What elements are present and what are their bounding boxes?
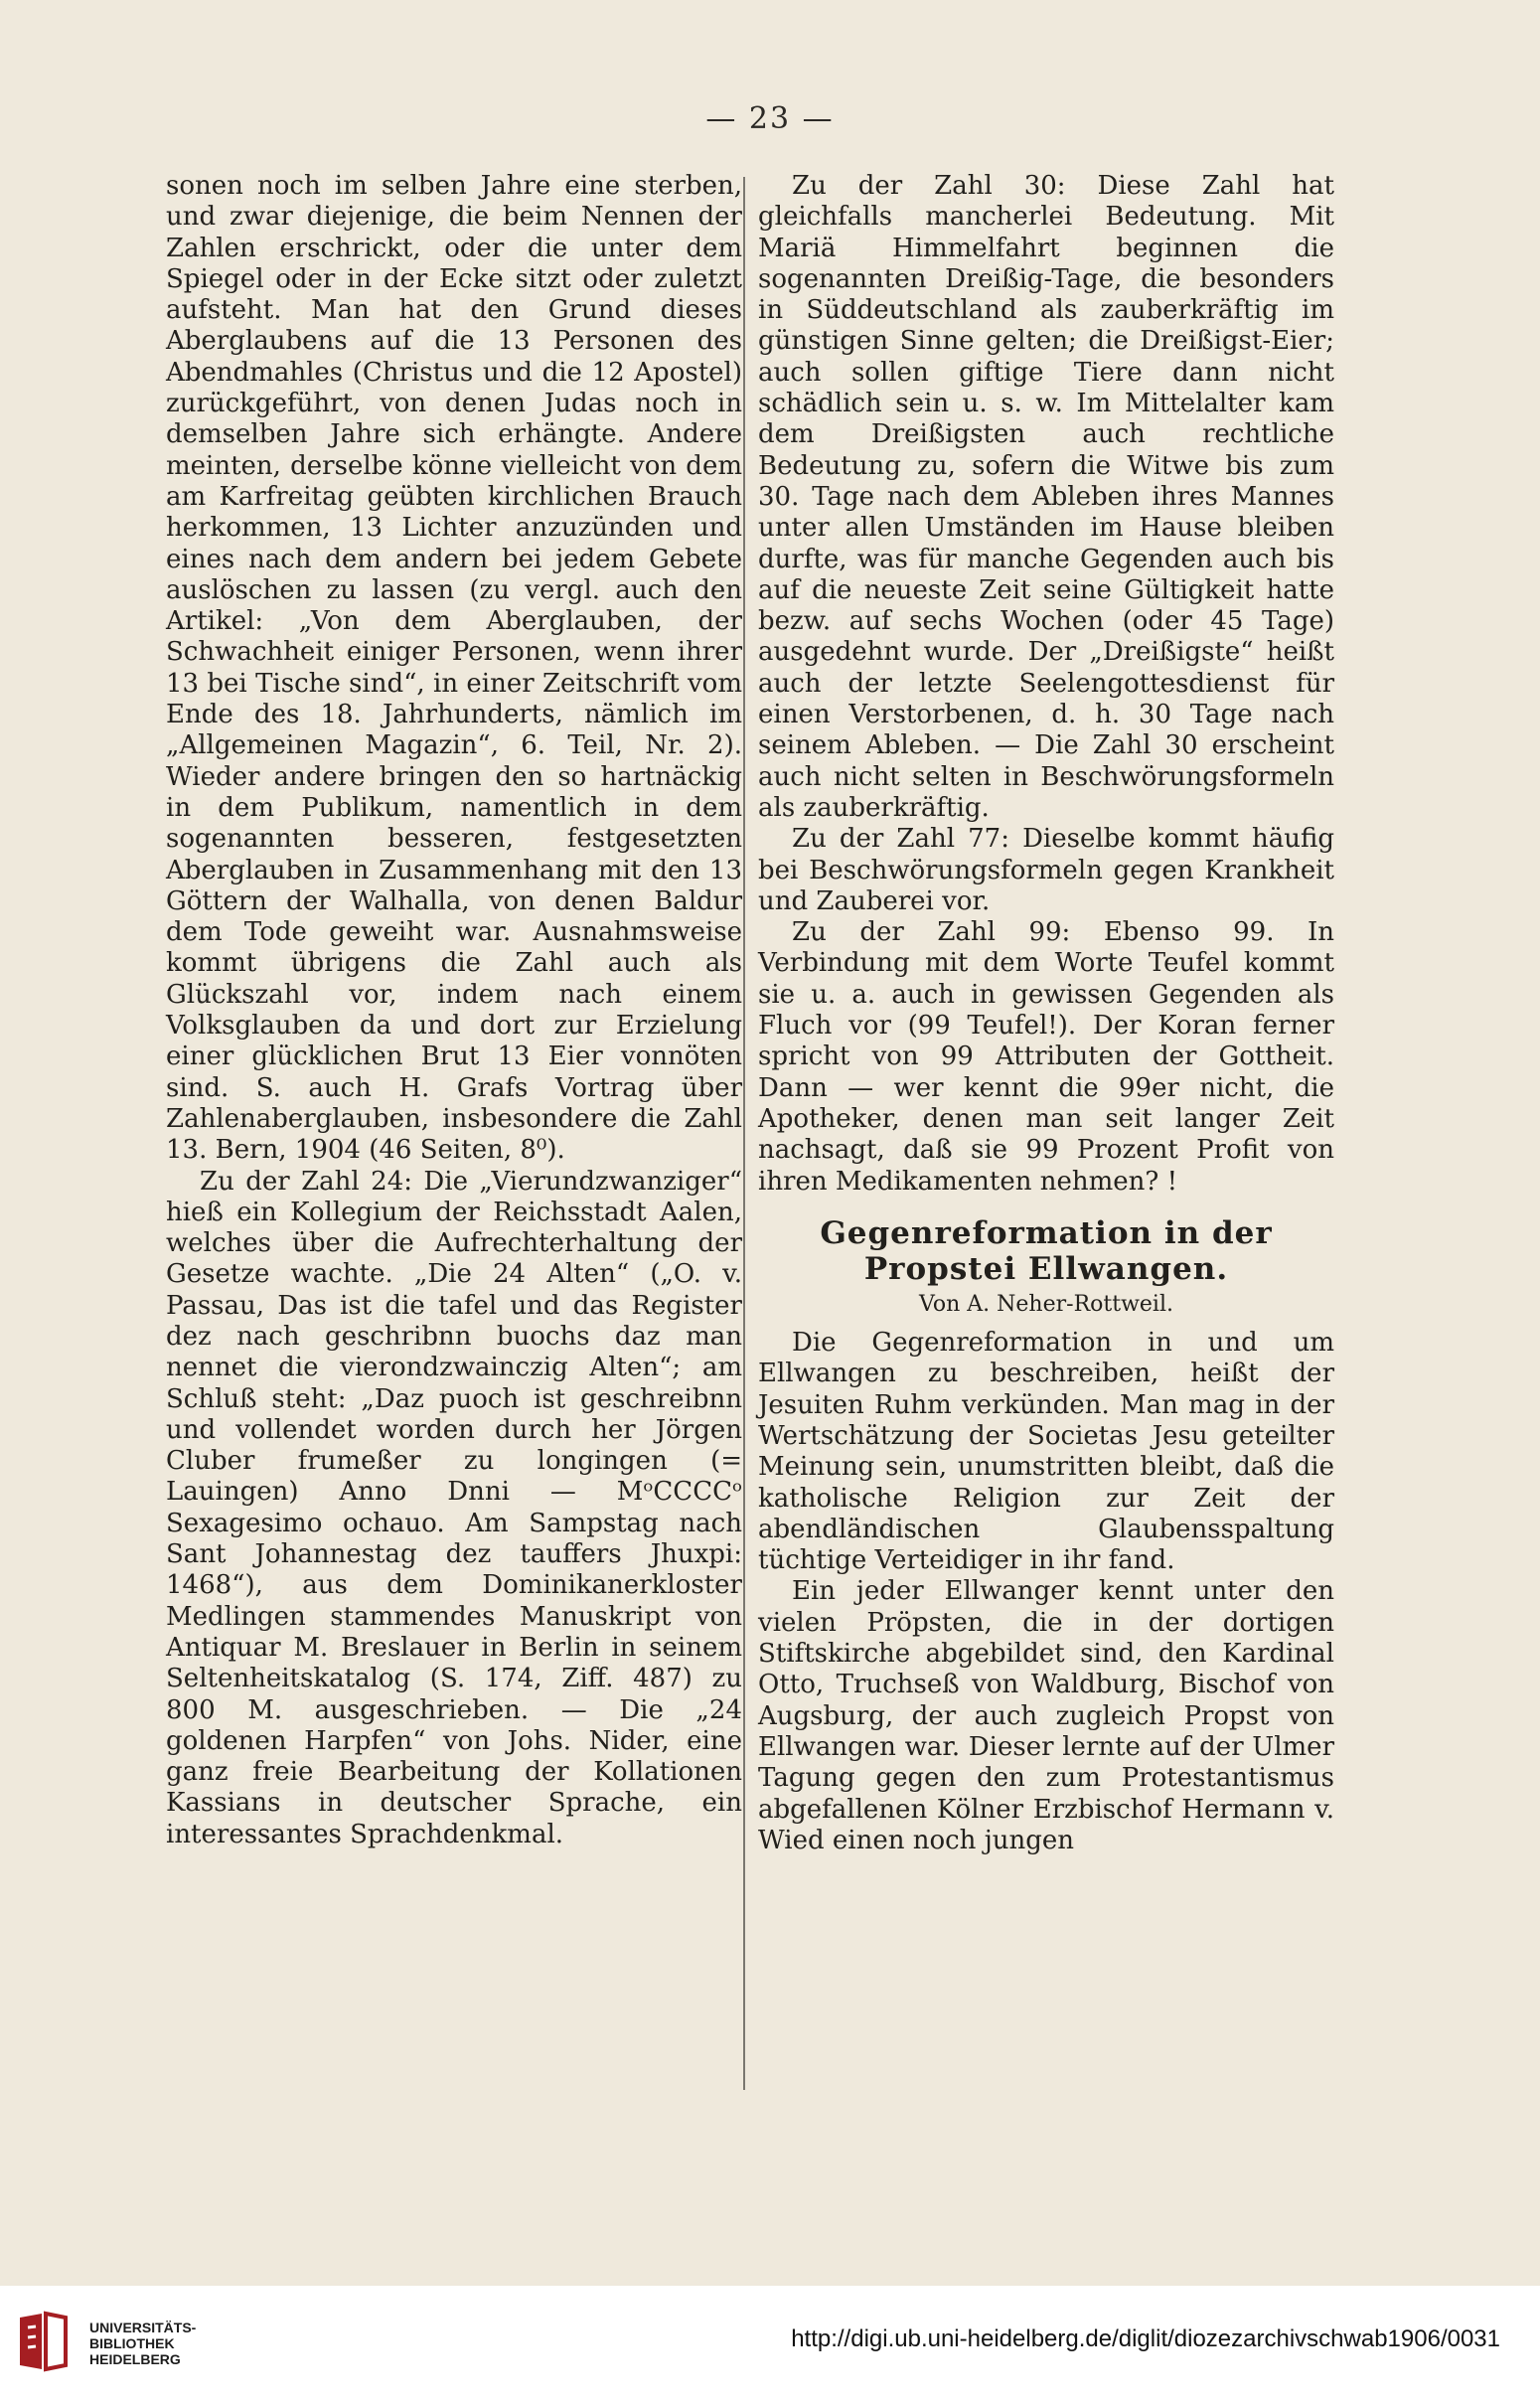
left-paragraph-2: Zu der Zahl 24: Die „Vierundzwanziger“ hieß ein Kollegium der Reichsstadt Aalen, welches über die Aufrechterhaltung der Gesetze wachte. „Die 24 Alten“ („O. v. Passau, Das ist die tafel und das Register dez nach geschribnn buochs daz man nennet die vierondzwainczig Alten“; am Schluß steht: „Daz puoch ist geschreibnn und vollendet worden durch her Jörgen Cluber frumeßer zu longingen (= Lauingen) Anno Dnni — MᵒCCCCᵒ Sexagesimo ochauo. Am Sampstag nach Sant Johannestag dez tauffers Jhuxpi: 1468“), aus dem Dominikanerkloster Medlingen stammendes Manuskript von Antiquar M. Breslauer in Berlin in seinem Seltenheitskatalog (S. 174, Ziff. 487) zu 800 M. ausgeschrieben. — Die „24 goldenen Harpfen“ von Johs. Nider, eine ganz freie Bearbeitung der Kollationen Kassians in deutscher Sprache, ein interessantes Sprachdenkmal. [166,1166,742,1849]
left-column [166,171,742,1850]
right-column [758,171,1334,1856]
right-paragraph-2: Zu der Zahl 77: Dieselbe kommt häufig bei Beschwörungsformeln gegen Krankheit und Zauberei vor. [758,824,1334,916]
page-number: — 23 — [705,101,835,136]
library-name [89,2320,196,2367]
column-divider [743,177,745,2090]
source-url-link[interactable]: http://digi.ub.uni-heidelberg.de/diglit/diozezarchivschwab1906/0031 [791,2325,1500,2352]
right-paragraph-3: Zu der Zahl 99: Ebenso 99. In Verbindung mit dem Worte Teufel kommt sie u. a. auch in gewissen Gegenden als Fluch vor (99 Teufel!). Der Koran ferner spricht von 99 Attributen der Gottheit. Dann — wer kennt die 99er nicht, die Apotheker, denen man seit langer Zeit nachsagt, daß sie 99 Prozent Profit von ihren Medikamenten nehmen? ! [758,917,1334,1197]
article-paragraph-1: Die Gegenreformation in und um Ellwangen zu beschreiben, heißt der Jesuiten Ruhm verkünden. Man mag in der Wertschätzung der Societas Jesu geteilter Meinung sein, unumstritten bleibt, daß die katholische Religion zur Zeit der abendländischen Glaubensspaltung tüchtige Verteidiger in ihr fand. [758,1328,1334,1576]
library-name-text: UNIVERSITÄTS- BIBLIOTHEK HEIDELBERG [89,2320,197,2367]
article-byline: Von A. Neher-Rottweil. [919,1291,1173,1317]
article-heading: Gegenreformation in der Propstei Ellwangen. [820,1214,1273,1287]
footer-bar [0,2286,1540,2404]
right-paragraph-1: Zu der Zahl 30: Diese Zahl hat gleichfalls mancherlei Bedeutung. Mit Mariä Himmelfahrt beginnen die sogenannten Dreißig-Tage, die besonders in Süddeutschland als zauberkräftig im günstigen Sinne gelten; die Dreißigst-Eier; auch sollen giftige Tiere dann nicht schädlich sein u. s. w. Im Mittelalter kam dem Dreißigsten auch rechtliche Bedeutung zu, sofern die Witwe bis zum 30. Tage nach dem Ableben ihres Mannes unter allen Umständen im Hause bleiben durfte, was für manche Gegenden auch bis auf die neueste Zeit seine Gültigkeit hatte bezw. auf sechs Wochen (oder 45 Tage) ausgedehnt wurde. Der „Dreißigste“ heißt auch der letzte Seelengottesdienst für einen Verstorbenen, d. h. 30 Tage nach seinem Ableben. — Die Zahl 30 erscheint auch nicht selten in Beschwörungsformeln als zauberkräftig. [758,171,1334,823]
left-paragraph-1: sonen noch im selben Jahre eine sterben, und zwar diejenige, die beim Nennen der Zahlen erschrickt, oder die unter dem Spiegel oder in der Ecke sitzt oder zuletzt aufsteht. Man hat den Grund dieses Aberglaubens auf die 13 Personen des Abendmahles (Christus und die 12 Apostel) zurückgeführt, von denen Judas noch in demselben Jahre sich erhängte. Andere meinten, derselbe könne vielleicht von dem am Karfreitag geübten kirchlichen Brauch herkommen, 13 Lichter anzuzünden und eines nach dem andern bei jedem Gebete auslöschen zu lassen (zu vergl. auch den Artikel: „Von dem Aberglauben, der Schwachheit einiger Personen, wenn ihrer 13 bei Tische sind“, in einer Zeitschrift vom Ende des 18. Jahrhunderts, nämlich im „Allgemeinen Magazin“, 6. Teil, Nr. 2). Wieder andere bringen den so hartnäckig in dem Publikum, namentlich in dem sogenannten besseren, festgesetzten Aberglauben in Zusammenhang mit den 13 Göttern der Walhalla, von denen Baldur dem Tode geweiht war. Ausnahmsweise kommt übrigens die Zahl auch als Glückszahl vor, indem nach einem Volksglauben da und dort zur Erzielung einer glücklichen Brut 13 Eier vonnöten sind. S. auch H. Grafs Vortrag über Zahlenaberglauben, insbesondere die Zahl 13. Bern, 1904 (46 Seiten, 8⁰). [166,171,742,1166]
university-library-logo-icon[interactable] [14,2310,72,2375]
article-paragraph-2: Ein jeder Ellwanger kennt unter den vielen Pröpsten, die in der dortigen Stiftskirche abgebildet sind, den Kardinal Otto, Truchseß von Waldburg, Bischof von Augsburg, der auch zugleich Propst von Ellwangen war. Dieser lernte auf der Ulmer Tagung gegen den zum Protestantismus abgefallenen Kölner Erzbischof Hermann v. Wied einen noch jungen [758,1576,1334,1855]
